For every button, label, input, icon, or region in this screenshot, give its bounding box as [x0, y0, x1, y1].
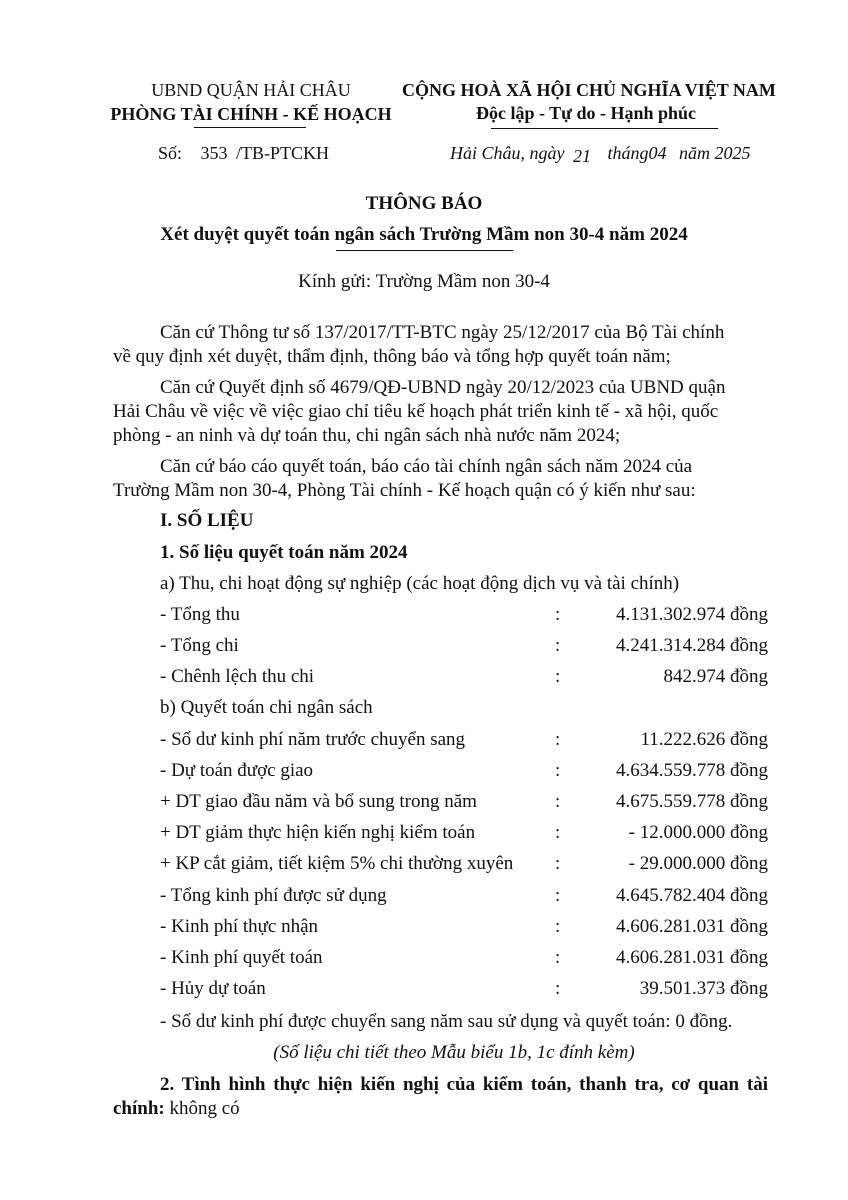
row-separator: : [555, 666, 561, 687]
row-separator: : [555, 947, 561, 968]
table-row [160, 760, 768, 784]
row-separator: : [555, 729, 561, 750]
section-heading: I. SỐ LIỆU [160, 510, 254, 531]
number-prefix: Số: [158, 143, 183, 163]
org-name: UBND QUẬN HẢI CHÂU [151, 80, 351, 100]
table-row [160, 822, 768, 846]
document-date [450, 143, 751, 164]
number-value: 353 [200, 143, 228, 163]
row-label: - Tổng chi [160, 635, 239, 656]
row-value: - 29.000.000 đồng [628, 853, 768, 874]
motto-underline [491, 128, 718, 129]
part-b-heading: b) Quyết toán chi ngân sách [160, 697, 373, 718]
subsection-2-continuation [113, 1098, 240, 1120]
date-month: 04 [648, 143, 667, 163]
date-month-label: tháng [607, 143, 649, 163]
row-value: - 12.000.000 đồng [628, 822, 768, 843]
basis-2-line-3: phòng - an ninh và dự toán thu, chi ngân sách nhà nước năm 2024; [113, 425, 621, 446]
row-value: 4.645.782.404 đồng [616, 885, 768, 906]
date-year: năm 2025 [679, 143, 751, 163]
row-separator: : [555, 853, 561, 874]
basis-3-line-2: Trường Mầm non 30-4, Phòng Tài chính - Kế hoạch quận có ý kiến như sau: [113, 480, 696, 501]
notice-title: THÔNG BÁO [365, 193, 483, 214]
row-label: - Chênh lệch thu chi [160, 666, 315, 687]
row-separator: : [555, 978, 561, 999]
date-day: 21 [573, 146, 591, 166]
table-row [160, 978, 768, 1002]
table-row [160, 853, 768, 877]
row-value: 4.634.559.778 đồng [616, 760, 768, 781]
row-separator: : [555, 791, 561, 812]
detail-note: (Số liệu chi tiết theo Mẫu biểu 1b, 1c đính kèm) [273, 1042, 635, 1063]
table-row [160, 916, 768, 940]
department-underline [194, 127, 306, 128]
row-value: 4.606.281.031 đồng [616, 947, 768, 968]
subsection-1-heading: 1. Số liệu quyết toán năm 2024 [160, 542, 408, 563]
table-row [160, 604, 768, 628]
recipient: Kính gửi: Trường Mầm non 30-4 [298, 271, 550, 292]
row-label: + DT giảm thực hiện kiến nghị kiểm toán [160, 822, 476, 843]
table-row [160, 791, 768, 815]
subsection-2-heading: 2. Tình hình thực hiện kiến nghị của kiểm toán, thanh tra, cơ quan tài [160, 1074, 768, 1095]
row-separator: : [555, 822, 561, 843]
subsection-2-value: không có [164, 1098, 240, 1119]
row-label: - Kinh phí quyết toán [160, 947, 323, 968]
row-value: 39.501.373 đồng [639, 978, 768, 999]
row-separator: : [555, 635, 561, 656]
row-label: - Hủy dự toán [160, 978, 266, 999]
row-separator: : [555, 885, 561, 906]
department-name: PHÒNG TÀI CHÍNH - KẾ HOẠCH [110, 104, 392, 124]
row-label: - Tổng thu [160, 604, 240, 625]
row-separator: : [555, 916, 561, 937]
basis-3-line-1: Căn cứ báo cáo quyết toán, báo cáo tài chính ngân sách năm 2024 của [160, 456, 693, 477]
national-motto: Độc lập - Tự do - Hạnh phúc [475, 103, 697, 123]
row-label: - Tổng kinh phí được sử dụng [160, 885, 387, 906]
number-suffix: /TB-PTCKH [236, 143, 330, 163]
table-row [160, 666, 768, 690]
part-a-heading: a) Thu, chi hoạt động sự nghiệp (các hoạt động dịch vụ và tài chính) [160, 573, 680, 594]
row-value: 4.606.281.031 đồng [616, 916, 768, 937]
row-label: - Kinh phí thực nhận [160, 916, 319, 937]
row-label: + KP cắt giảm, tiết kiệm 5% chi thường xuyên [160, 853, 514, 874]
table-row [160, 885, 768, 909]
basis-2-line-2: Hải Châu về việc về việc giao chỉ tiêu kế hoạch phát triển kinh tế - xã hội, quốc [113, 401, 719, 422]
row-label: - Số dư kinh phí năm trước chuyển sang [160, 729, 466, 750]
row-value: 4.131.302.974 đồng [616, 604, 768, 625]
row-label: - Dự toán được giao [160, 760, 314, 781]
carry-over-line: - Số dư kinh phí được chuyển sang năm sau sử dụng và quyết toán: 0 đồng. [160, 1011, 733, 1032]
subsection-2-label: chính: [113, 1098, 165, 1119]
table-row [160, 635, 768, 659]
basis-2-line-1: Căn cứ Quyết định số 4679/QĐ-UBND ngày 20/12/2023 của UBND quận [160, 377, 726, 398]
subtitle-underline [336, 250, 513, 251]
table-row [160, 947, 768, 971]
row-value: 11.222.626 đồng [640, 729, 768, 750]
notice-subtitle: Xét duyệt quyết toán ngân sách Trường Mầm non 30-4 năm 2024 [160, 224, 688, 245]
row-separator: : [555, 604, 561, 625]
date-place: Hải Châu, ngày [450, 143, 565, 163]
row-separator: : [555, 760, 561, 781]
basis-1-line-1: Căn cứ Thông tư số 137/2017/TT-BTC ngày 25/12/2017 của Bộ Tài chính [160, 322, 725, 343]
table-row [160, 729, 768, 753]
row-label: + DT giao đầu năm và bổ sung trong năm [160, 791, 477, 812]
national-title: CỘNG HOÀ XÃ HỘI CHỦ NGHĨA VIỆT NAM [402, 80, 776, 100]
row-value: 4.241.314.284 đồng [616, 635, 768, 656]
row-value: 842.974 đồng [663, 666, 768, 687]
document-number [158, 143, 329, 164]
basis-1-line-2: về quy định xét duyệt, thẩm định, thông báo và tổng hợp quyết toán năm; [113, 346, 671, 367]
row-value: 4.675.559.778 đồng [616, 791, 768, 812]
